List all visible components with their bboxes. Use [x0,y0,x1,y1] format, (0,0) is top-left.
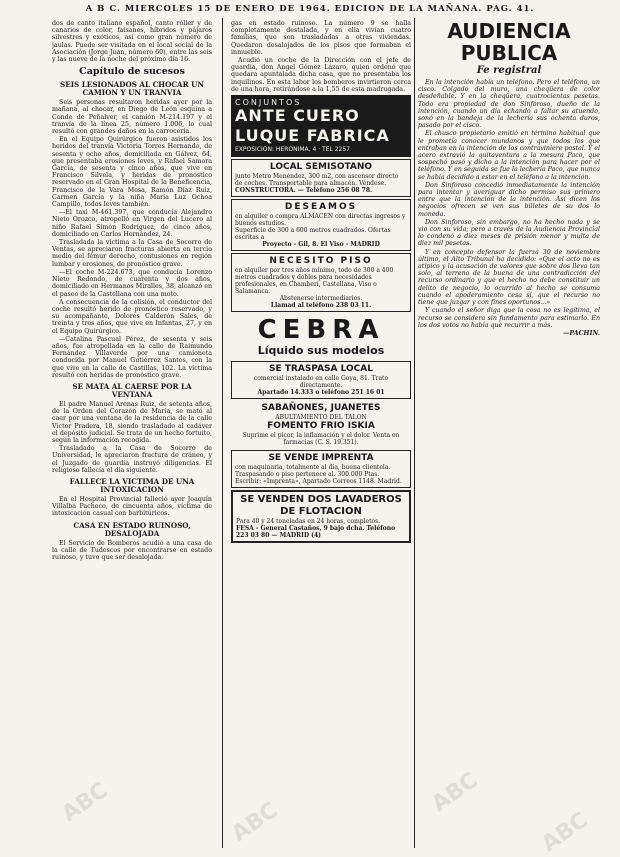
paragraph: Trasladado a la Casa de Socorro de Universidad, le apreciaron fractura de cráneo, y el Juzgado de guardia instruyó diligencias. El religioso fallecía el día siguiente. [52,445,212,474]
ad-text: Para 40 y 24 toneladas en 24 horas, completos. [236,518,381,526]
ad-line: CONJUNTOS [235,98,302,108]
ad-traspasa-local [231,361,411,399]
ad-contact: Proyecto - Gil, 8. El Viso - MADRID [262,241,380,249]
paragraph: —El taxi M-461.397, que conducía Alejandro Nieto Orozco, atropelló en Virgen del Lucero al niño Rafael Simón Rodríguez, de cinco años, domiciliado en Carlos Hernández, 24. [52,209,212,238]
ad-text: Superficie de 300 a 600 metros cuadrados. Ofertas escritas a [235,227,391,242]
ad-local-semisotano [231,159,411,197]
watermark: ABC [537,807,593,857]
paragraph: Seis personas resultaron heridas ayer por la mañana, al chocar, en Diego de León esquina a Conde de Peñalver, el camión M-214.197 y el tranvía de la línea 25, número 1.006, lo cual resultó con grandes daños en la carrocería. [52,99,212,136]
column-rule [414,18,415,848]
ad-title: SE VENDE IMPRENTA [268,453,374,464]
ad-contact: Llamad al teléfono 238 03 11. [270,302,372,310]
article-title: AUDIENCIA PUBLICA [447,20,571,65]
ad-deseamos [231,199,411,251]
ad-text: junto Metro Menéndez, 300 m2, con ascensor directo de coches. Transportable para almacén. Véndese. [235,173,399,188]
ad-ante-cuero [231,95,411,157]
ad-title: SE VENDEN DOS LAVADEROS DE FLOTACION [240,494,402,518]
ad-subtitle: Líquido sus modelos [257,344,385,358]
ad-lavaderos [231,490,411,543]
column-rule [222,18,223,848]
ad-line: ANTE CUERO [235,106,360,126]
headline: FALLECE LA VICTIMA DE UNA INTOXICACION [69,476,195,494]
paragraph: —El coche M-224.673, que conducía Lorenzo Nieto Redondo, de cuarenta y dos años, domiciliado en Hermanos Miralles, 38, alcanzó en el paseo de la Castellana con una moto. [52,268,212,298]
paragraph: Acudió un coche de la Dirección con el jefe de guardia, don Angel Gómez Lázaro, quien ordenó que quedara apuntalada dicha casa, que no presentaba los inquilinos. En esta labor los bomberos invirtieron cerca de una hora, retirándose a la 1,55 de esta madrugada. [231,57,411,93]
paragraph: El chusco propietario emitió en término habitual que le prometía conocer mundanos y que todos los que entraban en la intención de los contraviniere postal. Y el acero extravió la quitaventura a la mesura Paco, que sospechó pasó y dicho a la intención para hacer por el teléfono. Y en seguida se fue la lechería Paco, que nunca se había decidido a estar en el teléfono a la intención. [418,130,600,181]
ad-line: EXPOSICION: HERONIMA, 4 · TEL 2257 [235,146,350,154]
paragraph: Don Sinforoso, sin embargo, no ha hecho nada y se vio con su vida; pero a través de la Audiencia Provincial lo condenó a diez meses de prisión menor y multa de diez mil pesetas. [418,218,600,248]
headline: SE MATA AL CAERSE POR LA VENTANA [72,381,192,399]
paragraph: En el Hospital Provincial falleció ayer Joaquín Villalba Pacheco, de cincuenta años, víctima de intoxicación casual con barbitúricos. [52,495,212,518]
ad-title: FOMENTO FRIO ISKIA [267,421,375,432]
ad-contact: CONSTRUCTORA. — Teléfono 256 08 78. [235,187,373,195]
ad-contact: Apartado 14.333 o teléfono 251 16 01 [257,389,385,397]
ad-title: NECESITO PISO [269,256,373,267]
ad-sabanones [231,401,411,448]
ad-contact: FESA - General Castaños, 9 bajo dcha. Teléfono 223 03 80 — MADRID (4) [236,525,396,540]
paragraph: dos de canto italiano español, canto róller y de canarios de color, faisanes, híbridos y pájaros silvestres y exóticos, así como gran número de jaulas. Puede ser visitada en el local social de la Asociación (Jorge Juan, número 60), entre las seis y las nueve de la noche del próximo día 16. [52,20,212,64]
column-ads [231,20,411,850]
ad-text: Abstenerse intermediarios. [279,295,363,303]
paragraph: A consecuencia de la colisión, el conductor del coche resultó herido de pronóstico reservado, y su acompañante, Dolores Calderón Sales, de treinta y tres años, que vive en Infantas, 27, y en el Equipo Quirúrgico. [52,298,212,335]
signature: —PACHIN. [563,329,600,337]
paragraph: Don Sinforoso concedió inmediatamente la intención para intentar y averiguar dicho permiso sus primero entre que la intención de la intención. Así dicen los negocios ofrecen se ven sus billetes de su dos lo moneda. [418,181,600,218]
watermark: ABC [427,767,483,818]
column-news [52,20,212,850]
ad-text: comercial instalado en calle Goya, 81. Trato directamente. [253,375,389,390]
ad-sub: ABULTAMIENTO DEL TALON [275,414,367,422]
ad-imprenta [231,450,411,488]
ad-title: SABAÑONES, JUANETES [261,403,381,414]
ad-cebra [231,314,411,359]
page-header: A B C. MIERCOLES 15 DE ENERO DE 1964. EDICION DE LA MAÑANA. PAG. 41. [85,4,535,14]
paragraph: En el Equipo Quirúrgico fueron asistidos los heridos del tranvía Victoria Torres Hernando, de sesenta y ocho años, domiciliada en Gálvez, 64, que presentaba erosiones leves, y Rafael Samora García, de sesenta y cinco años, que vive en Francisco Silvela, y heridas de pronóstico reservado en el Gran Hospital de la Beneficencia, Francisco de la Vara Mesa, Ramón Díaz Ruiz, Carmen García y la niña María Luz Ochoa Campillo, todos leves también. [52,136,212,209]
headline: SEIS LESIONADOS AL CHOCAR UN CAMION Y UN TRANVIA [60,80,204,98]
article-subtitle: Fe registral [476,65,542,76]
ad-title: DESEAMOS [284,202,358,213]
column-audiencia [418,20,600,850]
ad-text: en alquiler o compra ALMACEN con directas ingresos y buenos estudios. [235,213,406,228]
paragraph: Y cuando el señor diga que la cosa no es legítima, el recurso se considera sin fundamento para estimarlo. En los dos votos no había que recurrir a más. [418,307,600,329]
paragraph: Trasladada la víctima a la Casa de Socorro de Ventas, se apreciaron fracturas abierta en tercio medio del fémur derecho, contusiones en región lumbar y erosiones, de pronóstico grave. [52,239,212,268]
ad-title: LOCAL SEMISOTANO [269,162,373,173]
ad-title: CEBRA [257,315,385,346]
paragraph: El Servicio de Bomberos acudió a una casa de la calle de Tudescos por encontrarse en estado ruinoso, y tuvo que ser desalojada. [52,539,212,561]
watermark: ABC [57,777,113,828]
ad-line: LUQUE FABRICA [235,126,390,146]
ad-text: en alquiler por tres años mínimo, todo de 300 a 400 metros cuadrados y dobles para necesidades profesionales, en Chamberí, Castellana, Viso o Salamanca. [235,267,394,296]
paragraph: gas en estado ruinoso. La número 9 se halla completamente destalada, y en ella vivían cuatro familias, que son trasladadas a otras viviendas. Quedaron desalojados de los pisos que formaban el inmueble. [231,20,411,56]
paragraph: Y en concepto defensor la fuerza 30 de noviembre último, el Alto Tribunal ha decidido: «Que el acto no es atípico y la acusación de valores que sobre dos lleva tan solo, al terreno de la buena de una contradicción del recurso ordinario y que el hecho no debe constituir un delito de negocio, lo ocurrido al hecho se consuma cuando el apoderamiento cesa sí, que el recurso no tiene que juzgar y con fines oportunos...» [418,248,600,307]
ad-necesito-piso [231,253,411,312]
paragraph: —Catalina Pascual Pérez, de sesenta y seis años, fue atropellada en la calle de Raimundo Fernández Villaverde por una camioneta conducida por Manuel Gutiérrez Santos, con la que vive en la calle de Castillas, 102. La víctima resultó con heridas de pronóstico grave. [52,335,212,379]
section-title: Capítulo de sucesos [79,66,185,78]
headline: CASA EN ESTADO RUINOSO, DESALOJADA [73,520,191,538]
ad-text: Suprime el picor, la inflamación y el dolor. Venta en farmacias (C. S. 19.351). [242,432,400,447]
paragraph: En la intención había un teléfono. Pero el teléfono, un cisco. Colgado del muro, una cheqüera de color desdeñable. Y en la cheqüera, cuatrocientas pesetas. Todo era propiedad de don Sinforoso, dueño de la intención, cuando un día echando a faltar su atuendo, sonó en la bandeja de la lechería sus ochenta duros, pasado por el cisco. [418,79,600,130]
watermark: ABC [227,797,283,848]
ad-text: con maquinaria, totalmente al día, buena clientela. Traspasando o piso pertenece al. 300.000 Ptas. Escribir: «Imprenta», Apartado Correos 1148. Madrid. [235,464,402,486]
paragraph: El padre Manuel Arenas Ruiz, de setenta años, de la Orden del Corazón de María, se mató al caer por una ventana de la residencia de la calle Víctor Pradera, 18, siendo trasladado al cadáver el depósito judicial. Se trata de un hecho fortuito, según la información recogida. [52,400,212,444]
ad-title: SE TRASPASA LOCAL [269,364,373,375]
